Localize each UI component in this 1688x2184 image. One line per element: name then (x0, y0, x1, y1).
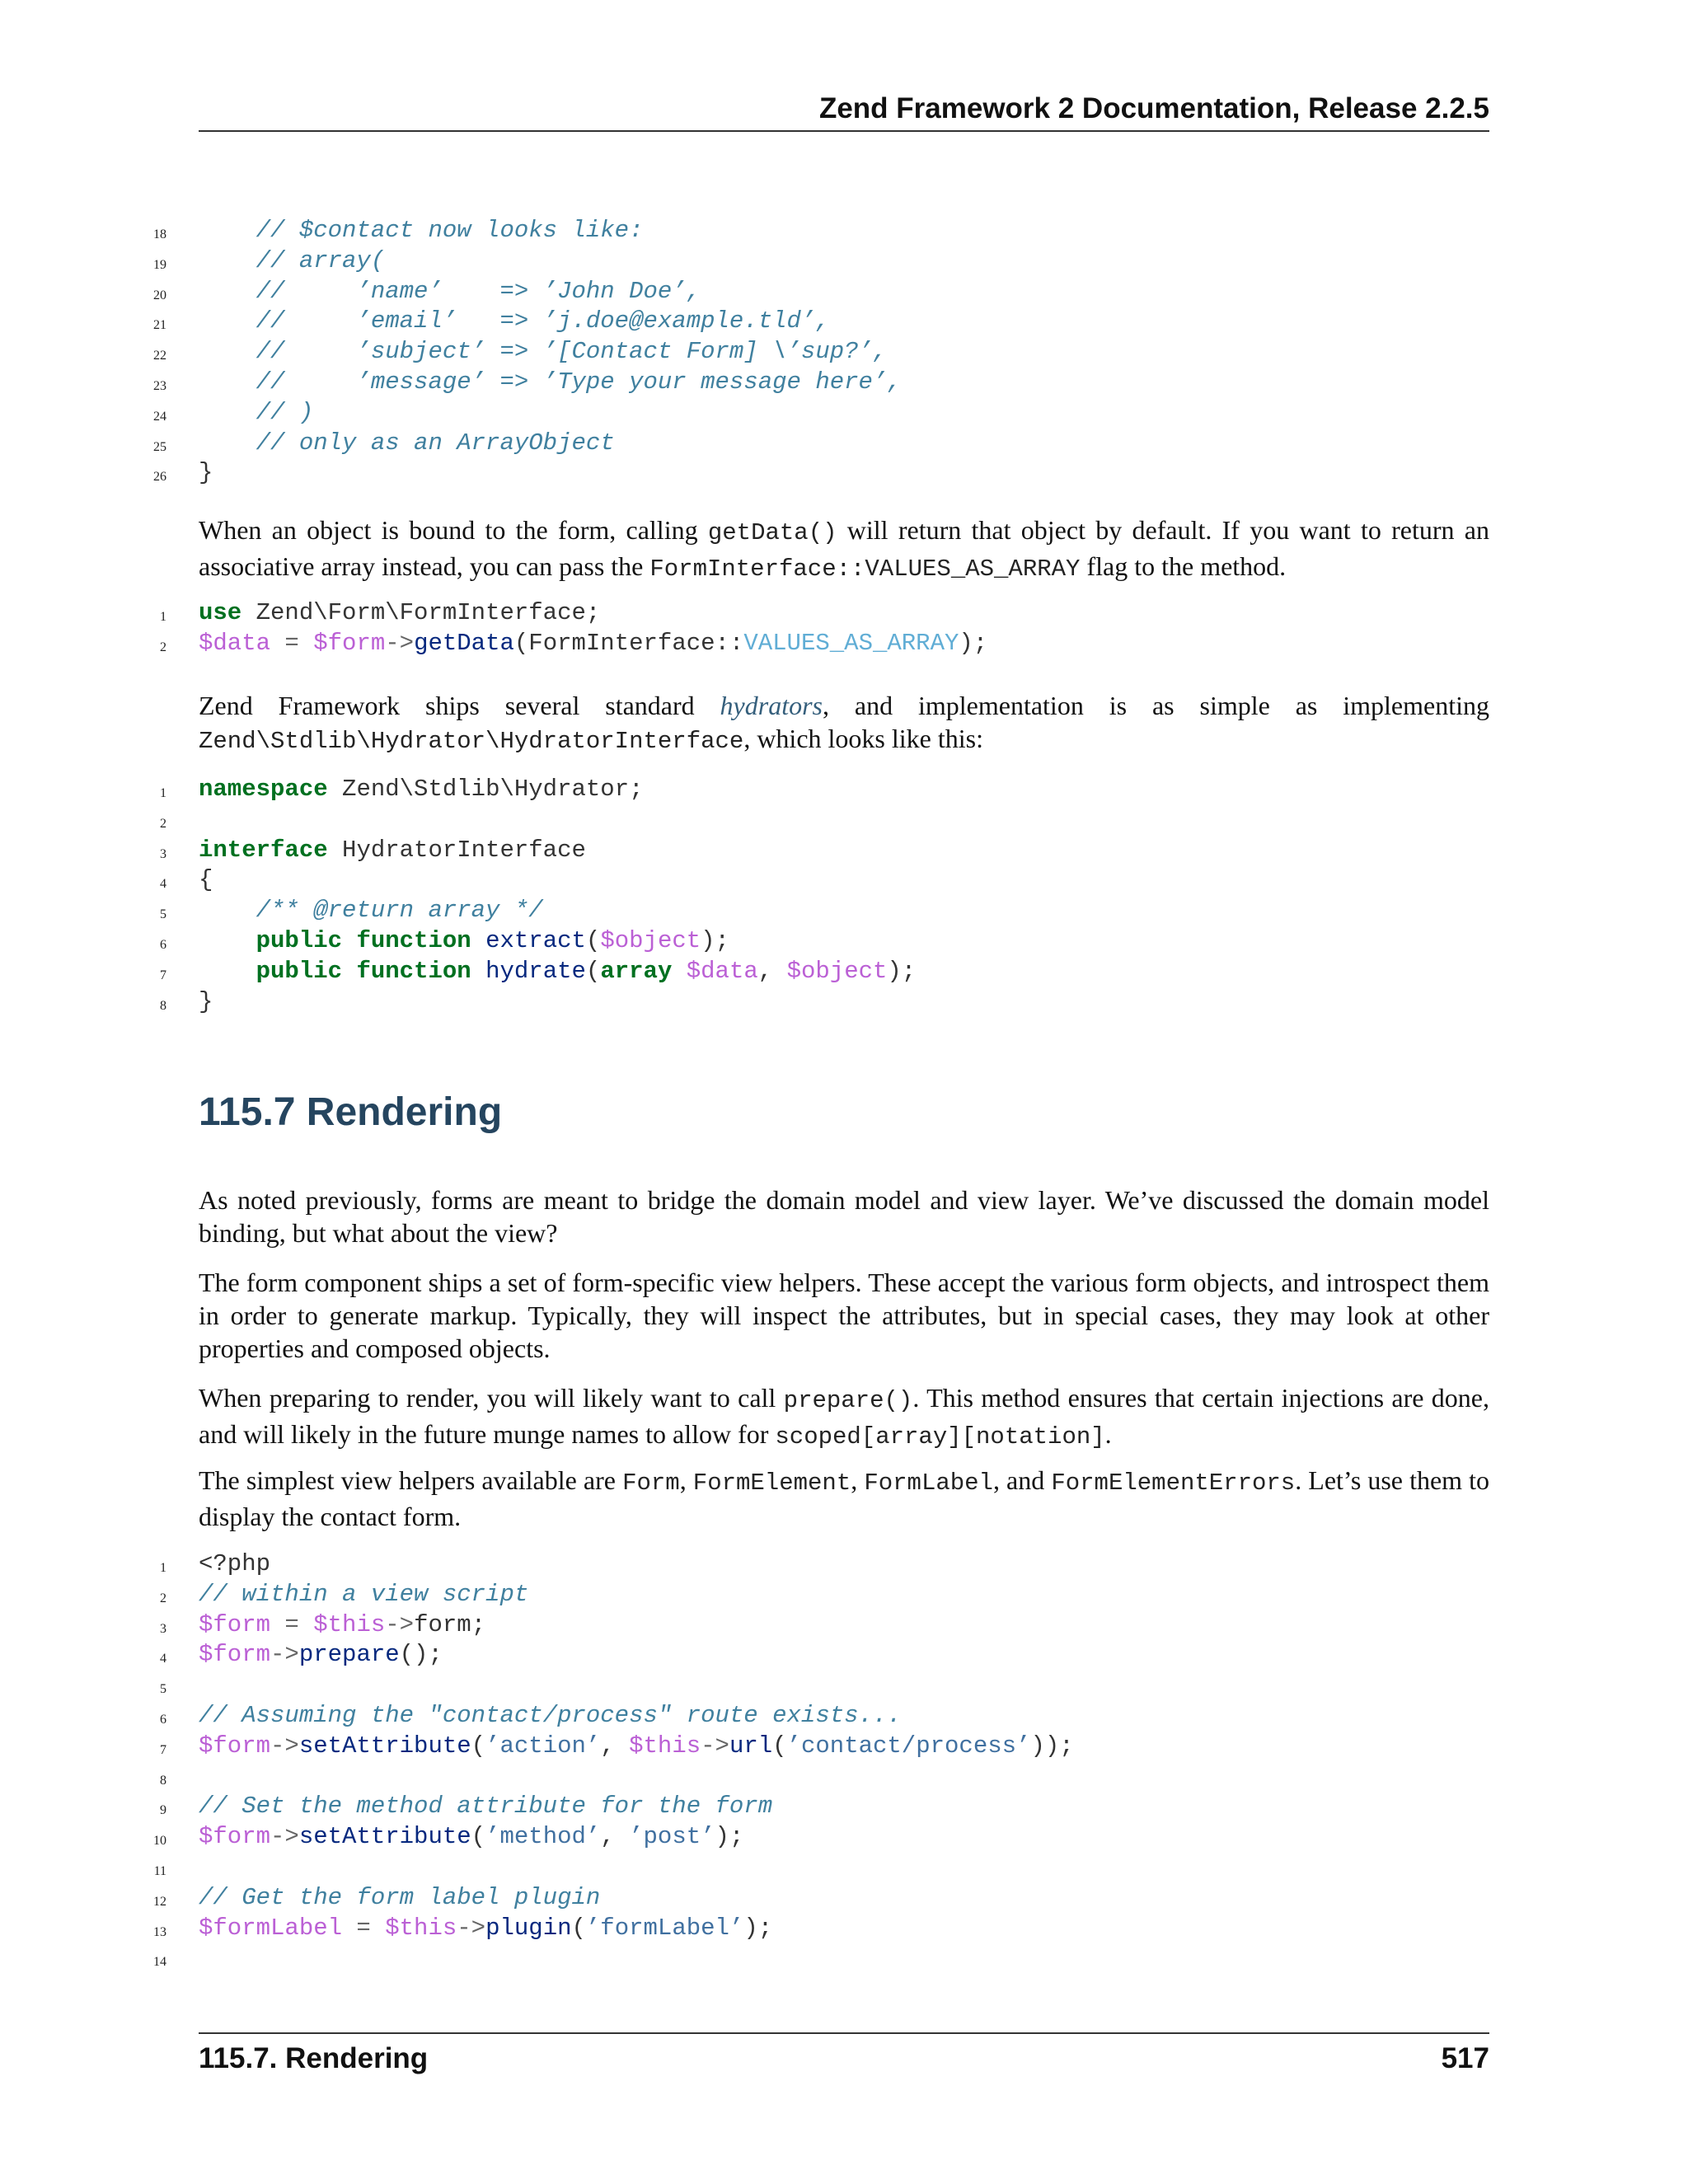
keyword: function (356, 926, 471, 954)
keyword: function (356, 957, 471, 985)
code-line (140, 1580, 1492, 1610)
line-number: 8 (160, 998, 166, 1013)
constant: VALUES_AS_ARRAY (743, 629, 959, 657)
line-number: 14 (153, 1955, 166, 1970)
function-name: getData (414, 629, 514, 657)
line-number: 19 (153, 257, 166, 272)
code-line (140, 1701, 1492, 1732)
code-comment: // array( (199, 246, 386, 274)
code-text: } (199, 987, 213, 1015)
code-comment: // within a view script (199, 1580, 529, 1608)
code-text (199, 1640, 443, 1670)
code-text: public function extract($object); (199, 926, 729, 956)
code-token: Zend\Stdlib\Hydrator; (327, 776, 644, 803)
operator: -> (270, 1823, 299, 1851)
footer-section-title: 115.7. Rendering (199, 2042, 429, 2074)
function-name: hydrate (485, 957, 586, 985)
code-text (199, 1610, 485, 1640)
text: . (1104, 1419, 1112, 1449)
code-line (140, 1792, 1492, 1822)
hydrators-link[interactable]: hydrators (720, 691, 823, 720)
line-number: 5 (160, 1682, 166, 1697)
keyword: public (256, 957, 343, 985)
code-token: ( (772, 1732, 787, 1760)
code-line (140, 216, 1492, 246)
line-number: 24 (153, 409, 166, 424)
code-token: ); (715, 1823, 744, 1851)
code-line (140, 836, 1492, 866)
string: ’action’ (485, 1732, 601, 1760)
code-text (199, 598, 600, 628)
function-name: extract (485, 926, 586, 954)
operator: -> (385, 629, 415, 657)
text: flag to the method. (1080, 551, 1287, 581)
code-comment: // Set the method attribute for the form (199, 1793, 773, 1821)
variable: $data (199, 629, 271, 657)
function-name: url (729, 1732, 773, 1760)
code-line (140, 1822, 1492, 1853)
keyword: use (199, 599, 242, 626)
code-line (140, 307, 1492, 337)
code-text (199, 836, 586, 865)
operator: = (342, 1914, 386, 1942)
code-line (140, 1943, 1492, 1974)
line-number: 10 (153, 1834, 166, 1849)
code-line (140, 368, 1492, 398)
code-line (140, 629, 1492, 659)
code-line (140, 337, 1492, 368)
text: will return that object by default. If you want to return an associative array instead, you can pass the (199, 515, 1490, 581)
code-text (199, 1914, 772, 1943)
code-comment: // ’email’ => ’j.doe@example.tld’, (199, 307, 830, 335)
code-line (140, 1883, 1492, 1914)
text: The simplest view helpers available are (199, 1465, 623, 1495)
code-comment: /** @return array */ (199, 897, 543, 925)
code-line (140, 1762, 1492, 1793)
line-number: 4 (160, 1652, 166, 1666)
code-line (140, 429, 1492, 459)
variable: $this (313, 1610, 386, 1638)
line-number: 13 (153, 1924, 166, 1939)
code-comment: // Get the form label plugin (199, 1883, 601, 1911)
variable: $this (385, 1914, 457, 1942)
code-comment: // ’name’ => ’John Doe’, (199, 277, 701, 305)
paragraph-simplest-helpers (199, 1464, 1489, 1533)
line-number: 1 (160, 1561, 166, 1575)
keyword: interface (199, 836, 328, 864)
code-line (140, 1732, 1492, 1762)
paragraph-bridge: As noted previously, forms are meant to bridge the domain model and view layer. We’ve discussed the domain model binding, but what about the view? (199, 1185, 1489, 1248)
line-number: 3 (160, 846, 166, 861)
code-indent (199, 927, 256, 954)
operator: -> (385, 1610, 415, 1638)
code-text: { (199, 866, 213, 894)
variable: $data (686, 957, 758, 985)
text: Zend Framework ships several standard (199, 691, 720, 720)
code-line (140, 926, 1492, 957)
variable: $form (199, 1823, 271, 1851)
line-number: 5 (160, 907, 166, 922)
string: ’post’ (629, 1823, 715, 1851)
operator: = (270, 1610, 314, 1638)
code-block-view-script (140, 1549, 1492, 1974)
header-rule (199, 130, 1489, 132)
code-token: (FormInterface:: (513, 629, 744, 657)
code-line (140, 458, 1492, 489)
property: form (414, 1610, 471, 1638)
code-comment: // ) (199, 398, 314, 426)
code-text (199, 775, 644, 804)
inline-code: FormLabel (864, 1469, 993, 1497)
code-text: } (199, 459, 213, 487)
code-token: Zend\Form\FormInterface; (241, 599, 601, 626)
operator: -> (270, 1732, 299, 1760)
keyword: public (256, 926, 343, 954)
paragraph-hydrators (199, 689, 1489, 758)
line-number: 4 (160, 877, 166, 892)
code-text: public function hydrate(array $data, $object); (199, 957, 916, 987)
code-line (140, 896, 1492, 926)
code-token: ( (471, 1823, 486, 1851)
code-block-hydrator-interface (140, 775, 1492, 1017)
code-line (140, 246, 1492, 277)
line-number: 2 (160, 816, 166, 831)
line-number: 6 (160, 1712, 166, 1727)
code-comment: // only as an ArrayObject (199, 429, 615, 457)
string: ’method’ (485, 1823, 601, 1851)
function-name: setAttribute (298, 1732, 471, 1760)
section-heading-rendering: 115.7 Rendering (199, 1090, 503, 1134)
code-line (140, 1671, 1492, 1701)
line-number: 9 (160, 1803, 166, 1818)
line-number: 11 (153, 1863, 166, 1878)
line-number: 2 (160, 640, 166, 654)
line-number: 7 (160, 1742, 166, 1757)
code-text (199, 629, 987, 658)
code-token: ( (471, 1732, 486, 1760)
line-number: 7 (160, 968, 166, 982)
operator: -> (457, 1914, 486, 1942)
paragraph-getdata (199, 513, 1489, 586)
variable: $form (199, 1610, 271, 1638)
code-block-getdata (140, 598, 1492, 659)
code-line (140, 277, 1492, 307)
code-line (140, 1549, 1492, 1580)
code-line (140, 865, 1492, 896)
keyword: namespace (199, 776, 328, 803)
inline-code: scoped[array][notation] (775, 1423, 1105, 1451)
text: . This method ensures that certain injections are done, and will likely in the future munge names to allow for (199, 1383, 1490, 1449)
line-number: 26 (153, 470, 166, 485)
code-text (199, 1822, 743, 1852)
inline-code: FormInterface::VALUES_AS_ARRAY (649, 555, 1081, 583)
function-name: prepare (298, 1641, 400, 1669)
inline-code: FormElement (692, 1469, 851, 1497)
text: When preparing to render, you will likely want to call (199, 1383, 784, 1413)
line-number: 18 (153, 227, 166, 241)
text: , and (992, 1465, 1052, 1495)
inline-code: Form (622, 1469, 680, 1497)
code-comment: // ’message’ => ’Type your message here’, (199, 368, 902, 396)
variable: $form (199, 1641, 271, 1669)
line-number: 2 (160, 1591, 166, 1605)
code-comment: // $contact now looks like: (199, 217, 644, 244)
code-line (140, 598, 1492, 629)
variable: $object (786, 957, 888, 985)
line-number: 1 (160, 786, 166, 800)
variable: $object (600, 926, 701, 954)
variable: $form (313, 629, 386, 657)
code-token: , (600, 1732, 630, 1760)
text: , (679, 1465, 693, 1495)
code-block-contact-comment (140, 216, 1492, 489)
code-line (140, 1610, 1492, 1641)
line-number: 3 (160, 1621, 166, 1636)
code-line (140, 987, 1492, 1018)
line-number: 12 (153, 1894, 166, 1909)
operator: = (270, 629, 314, 657)
text: When an object is bound to the form, calling (199, 515, 708, 545)
code-text: <?php (199, 1550, 271, 1577)
variable: $this (629, 1732, 701, 1760)
code-line (140, 1853, 1492, 1883)
code-indent (199, 958, 256, 985)
line-number: 8 (160, 1773, 166, 1788)
function-name: setAttribute (298, 1823, 471, 1851)
code-line (140, 1640, 1492, 1671)
code-line (140, 805, 1492, 836)
inline-code: Zend\Stdlib\Hydrator\HydratorInterface (199, 728, 744, 755)
code-token: ); (743, 1914, 773, 1942)
variable: $form (199, 1732, 271, 1760)
line-number: 25 (153, 439, 166, 454)
line-number: 6 (160, 937, 166, 952)
code-token: HydratorInterface (327, 836, 586, 864)
code-line (140, 1914, 1492, 1944)
running-header-title: Zend Framework 2 Documentation, Release 2.2.5 (818, 92, 1489, 124)
operator: -> (701, 1732, 729, 1760)
string: ’contact/process’ (786, 1732, 1031, 1760)
page-number: 517 (1441, 2042, 1489, 2074)
code-token: (); (399, 1641, 443, 1669)
line-number: 22 (153, 349, 166, 363)
paragraph-view-helpers: The form component ships a set of form-specific view helpers. These accept the various form objects, and introspect them in order to generate markup. Typically, they will inspect the attributes, but in special cases, they may look at other properties and composed objects. (199, 1268, 1489, 1363)
variable: $formLabel (199, 1914, 343, 1942)
code-token: )); (1030, 1732, 1074, 1760)
code-comment: // ’subject’ => ’[Contact Form] \’sup?’, (199, 338, 888, 366)
code-text (199, 1732, 1074, 1761)
line-number: 20 (153, 288, 166, 302)
text: , and implementation is as simple as implementing (822, 691, 1489, 720)
function-name: plugin (485, 1914, 572, 1942)
inline-code: getData() (707, 519, 837, 546)
paragraph-prepare (199, 1381, 1489, 1454)
line-number: 21 (153, 318, 166, 333)
code-comment: // Assuming the "contact/process" route exists... (199, 1701, 902, 1729)
code-line (140, 398, 1492, 429)
code-token: ); (959, 629, 988, 657)
code-token: ; (471, 1610, 486, 1638)
code-token: , (600, 1823, 630, 1851)
text: , (851, 1465, 865, 1495)
code-line (140, 957, 1492, 987)
line-number: 1 (160, 610, 166, 624)
inline-code: FormElementErrors (1051, 1469, 1296, 1497)
string: ’formLabel’ (585, 1914, 744, 1942)
text: , which looks like this: (743, 724, 983, 753)
inline-code: prepare() (783, 1387, 913, 1414)
code-token: ( (571, 1914, 586, 1942)
line-number: 23 (153, 378, 166, 393)
operator: -> (270, 1641, 299, 1669)
text: . Let’s use them to display the contact form. (199, 1465, 1490, 1531)
footer-rule (199, 2032, 1489, 2034)
keyword: array (600, 957, 673, 985)
code-line (140, 775, 1492, 805)
